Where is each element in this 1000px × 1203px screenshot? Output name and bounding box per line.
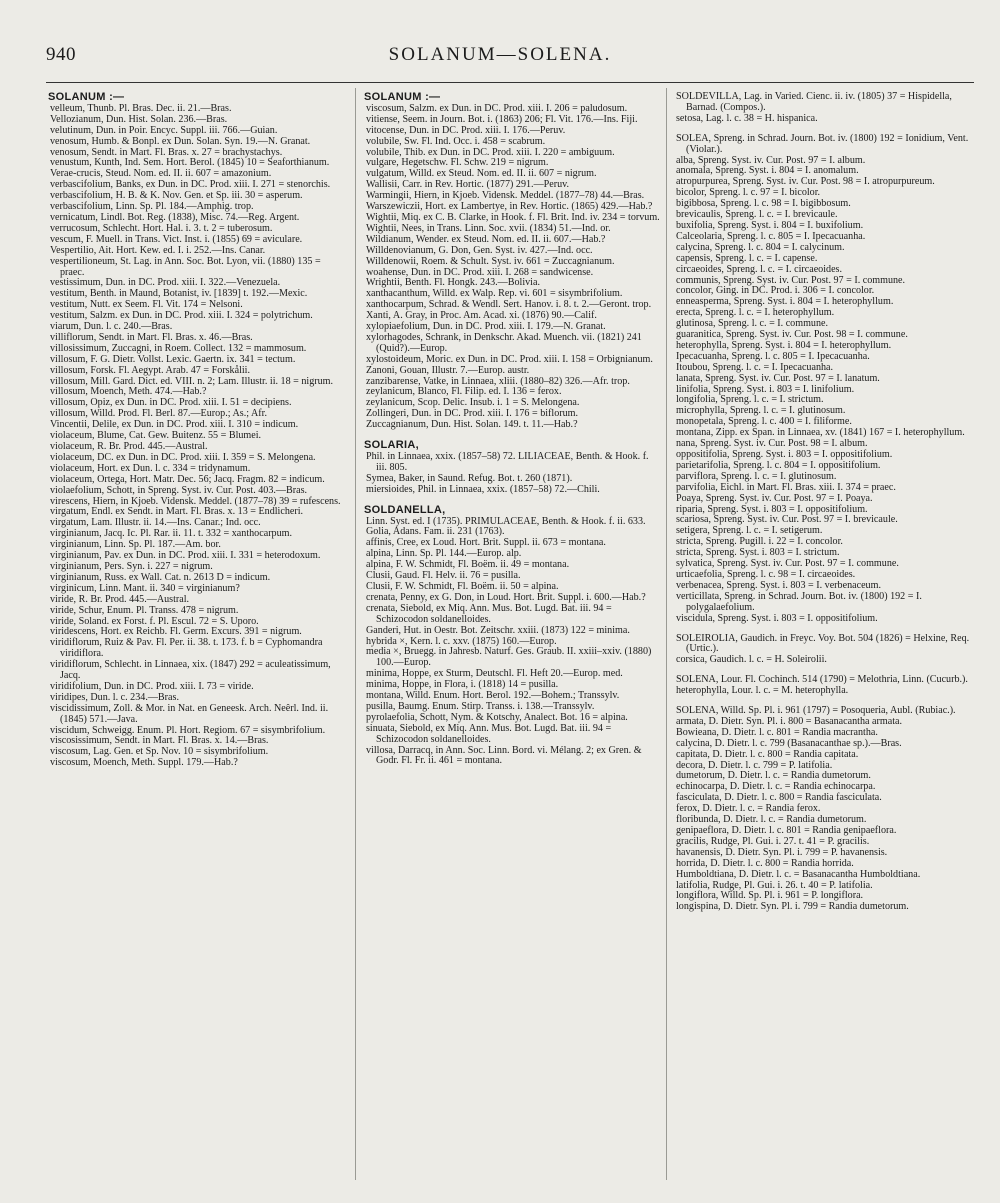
column-middle <box>362 92 660 1180</box>
species-entry: virginicum, Linn. Mant. ii. 340 = virginianum? <box>50 582 240 594</box>
species-entry: Wightii, Nees, in Trans. Linn. Soc. xvii. (1834) 51.—Ind. or. <box>366 222 611 234</box>
synonym-genus-heading: SOLEA, Spreng. in Schrad. Journ. Bot. iv. (1800) 192 = Ionidium, Vent. (Violar.). <box>676 132 969 155</box>
species-entry: violaceum, Blume, Cat. Gew. Buitenz. 55 = Blumei. <box>50 430 262 442</box>
species-entry: velutinum, Dun. in Poir. Encyc. Suppl. iii. 766.—Guian. <box>50 124 278 136</box>
species-entry: Phil. in Linnaea, xxix. (1857–58) 72. LILIACEAE, Benth. & Hook. f. iii. 805. <box>366 451 649 473</box>
species-entry: Willdenowii, Roem. & Schult. Syst. iv. 661 = Zuccagnianum. <box>366 255 615 267</box>
species-entry: ferox, D. Dietr. l. c. = Randia ferox. <box>676 803 821 815</box>
species-entry: longispina, D. Dietr. Syn. Pl. i. 799 = Randia dumetorum. <box>676 901 909 913</box>
column-left <box>46 92 346 1180</box>
species-entry: longiflora, Willd. Sp. Pl. i. 961 = P. longiflora. <box>676 890 864 902</box>
species-entry: nana, Spreng. Syst. iv. Cur. Post. 98 = I. album. <box>676 438 868 450</box>
species-entry: echinocarpa, D. Dietr. l. c. = Randia echinocarpa. <box>676 781 876 793</box>
species-entry: villosum, F. G. Dietr. Vollst. Lexic. Gaertn. ix. 341 = tectum. <box>50 353 296 365</box>
species-entry: latifolia, Rudge, Pl. Gui. i. 26. t. 40 = P. latifolia. <box>676 879 873 891</box>
species-entry: linifolia, Spreng. Syst. i. 803 = I. linifolium. <box>676 383 855 395</box>
species-entry: Linn. Syst. ed. I (1735). PRIMULACEAE, Benth. & Hook. f. ii. 633. <box>366 515 646 527</box>
running-title: SOLANUM—SOLENA. <box>388 44 612 65</box>
genus-name: SOLARIA, <box>364 439 419 452</box>
species-entry: Bowieana, D. Dietr. l. c. 801 = Randia macrantha. <box>676 726 878 738</box>
species-entry: media ×, Bruegg. in Jahresb. Naturf. Ges. Graub. II. xxiii–xxiv. (1880) 100.—Europ. <box>366 646 652 669</box>
species-entry: viarum, Dun. l. c. 240.—Bras. <box>50 321 173 333</box>
species-entry: viridescens, Hort. ex Reichb. Fl. Germ. Excurs. 391 = nigrum. <box>50 626 302 638</box>
species-entry: verbascifolium, H. B. & K. Nov. Gen. et Sp. iii. 30 = asperum. <box>50 190 303 202</box>
species-entry: zeylanicum, Scop. Delic. Insub. i. 1 = S. Melongena. <box>366 397 580 409</box>
species-entry: villosa, Darracq, in Ann. Soc. Linn. Bord. vi. Mélang. 2; ex Gren. & Godr. Fl. Fr. ii. 461 = montana. <box>366 744 642 767</box>
species-entry: minima, Hoppe, in Flora, i. (1818) 14 = pusilla. <box>366 679 559 691</box>
species-entry: miersioides, Phil. in Linnaea, xxix. (1857–58) 72.—Chili. <box>366 483 600 495</box>
genus-section <box>362 505 660 768</box>
synonym-genus-heading: SOLENA, Willd. Sp. Pl. i. 961 (1797) = Posoqueria, Aubl. (Rubiac.). <box>676 705 956 717</box>
genus-section <box>672 706 972 913</box>
species-entry: virginianum, Linn. Sp. Pl. 187.—Am. bor. <box>50 539 221 551</box>
species-entry: Calceolaria, Spreng. l. c. 805 = I. Ipecacuanha. <box>676 230 866 242</box>
species-entry: glutinosa, Spreng. l. c. = I. commune. <box>676 318 829 330</box>
species-entry: pyrolaefolia, Schott, Nym. & Kotschy, Analect. Bot. 16 = alpina. <box>366 711 628 723</box>
species-entry: parietarifolia, Spreng. l. c. 804 = I. oppositifolium. <box>676 459 881 471</box>
species-entry: xylostoideum, Moric. ex Dun. in DC. Prod. xiii. I. 158 = Orbignianum. <box>366 353 653 365</box>
species-entry: bicolor, Spreng. l. c. 97 = I. bicolor. <box>676 187 821 199</box>
species-entry: viride, Soland. ex Forst. f. Pl. Escul. 72 = S. Uporo. <box>50 615 259 627</box>
species-entry: minima, Hoppe, ex Sturm, Deutschl. Fl. Heft 20.—Europ. med. <box>366 668 623 680</box>
species-entry: venosum, Humb. & Bonpl. ex Dun. Solan. Syn. 19.—N. Granat. <box>50 135 311 147</box>
species-entry: Vespertilio, Ait. Hort. Kew. ed. I. i. 252.—Ins. Canar. <box>50 244 266 256</box>
species-entry: viridiflorum, Schlecht. in Linnaea, xix. (1847) 292 = aculeatissimum, Jacq. <box>50 659 331 682</box>
species-entry: Zollingeri, Dun. in DC. Prod. xiii. I. 176 = biflorum. <box>366 408 579 420</box>
species-entry: anomala, Spreng. Syst. i. 804 = I. anomalum. <box>676 165 859 177</box>
species-entry: vestitum, Nutt. ex Seem. Fl. Vit. 174 = Nelsoni. <box>50 299 243 311</box>
species-entry: Clusii, F. W. Schmidt, Fl. Boëm. ii. 50 = alpina. <box>366 580 559 592</box>
species-entry: Vincentii, Delile, ex Dun. in DC. Prod. xiii. I. 310 = indicum. <box>50 419 299 431</box>
species-entry: virescens, Hiern, in Kjoeb. Vidensk. Meddel. (1877–78) 39 = rufescens. <box>50 495 341 507</box>
species-entry: alba, Spreng. Syst. iv. Cur. Post. 97 = I. album. <box>676 154 866 166</box>
species-entry: microphylla, Spreng. l. c. = I. glutinosum. <box>676 405 846 417</box>
synonym-genus-heading: SOLEIROLIA, Gaudich. in Freyc. Voy. Bot. 504 (1826) = Helxine, Req. (Urtic.). <box>676 632 970 655</box>
species-entry: xylorhagodes, Schrank, in Denkschr. Akad. Muench. vii. (1821) 241 (Quid?).—Europ. <box>366 331 642 354</box>
species-entry: Zuccagnianum, Dun. Hist. Solan. 149. t. 11.—Hab.? <box>366 419 578 431</box>
page-header <box>0 0 1000 90</box>
species-entry: communis, Spreng. Syst. iv. Cur. Post. 97 = I. commune. <box>676 274 906 286</box>
species-entry: havanensis, D. Dietr. Syn. Pl. i. 799 = P. havanensis. <box>676 846 888 858</box>
species-entry: vestitum, Benth. in Maund, Botanist, iv. [1839] t. 192.—Mexic. <box>50 288 308 300</box>
species-entry: vitocense, Dun. in DC. Prod. xiii. I. 176.—Peruv. <box>366 124 566 136</box>
species-entry: villosissimum, Zuccagni, in Roem. Collect. 132 = mammosum. <box>50 342 307 354</box>
species-entry: floribunda, D. Dietr. l. c. = Randia dumetorum. <box>676 814 867 826</box>
species-entry: Wallisii, Carr. in Rev. Hortic. (1877) 291.—Peruv. <box>366 179 570 191</box>
species-entry: capitata, D. Dietr. l. c. 800 = Randia capitata. <box>676 748 859 760</box>
species-entry: affinis, Cree, ex Loud. Hort. Brit. Suppl. ii. 673 = montana. <box>366 537 606 549</box>
species-entry: venosum, Sendt. in Mart. Fl. Bras. x. 27 = brachystachys. <box>50 146 283 158</box>
species-entry: setigera, Spreng. l. c. = I. setigerum. <box>676 525 823 537</box>
species-entry: volubile, Thib. ex Dun. in DC. Prod. xiii. I. 220 = ambiguum. <box>366 146 615 158</box>
species-entry: Ipecacuanha, Spreng. l. c. 805 = I. Ipecacuanha. <box>676 350 870 362</box>
species-entry: viride, Schur, Enum. Pl. Transs. 478 = nigrum. <box>50 604 239 616</box>
species-entry: vulgare, Hegetschw. Fl. Schw. 219 = nigrum. <box>366 157 549 169</box>
species-entry: Symea, Baker, in Saund. Refug. Bot. t. 260 (1871). <box>366 472 573 484</box>
species-entry: crenata, Siebold, ex Miq. Ann. Mus. Bot. Lugd. Bat. iii. 94 = Schizocodon soldanelloides. <box>366 602 612 625</box>
species-entry: calycina, Spreng. l. c. 804 = I. calycinum. <box>676 241 845 253</box>
species-entry: xylopiaefolium, Dun. in DC. Prod. xiii. I. 179.—N. Granat. <box>366 321 606 333</box>
genus-section <box>362 92 660 431</box>
species-entry: Golia, Adans. Fam. ii. 231 (1763). <box>366 526 505 538</box>
species-entry: violaefolium, Schott, in Spreng. Syst. iv. Cur. Post. 403.—Bras. <box>50 484 308 496</box>
genus-name: SOLANUM :— <box>364 92 441 103</box>
species-entry: Willdenovianum, G. Don, Gen. Syst. iv. 427.—Ind. occ. <box>366 244 593 256</box>
species-entry: riparia, Spreng. Syst. i. 803 = I. oppositifolium. <box>676 503 868 515</box>
species-entry: viscidum, Schweigg. Enum. Pl. Hort. Regiom. 67 = sisymbrifolium. <box>50 724 326 736</box>
species-entry: viscidula, Spreng. Syst. i. 803 = I. oppositifolium. <box>676 612 878 624</box>
species-entry: virginianum, Jacq. Ic. Pl. Rar. ii. 11. t. 332 = xanthocarpum. <box>50 528 293 540</box>
species-entry: volubile, Sw. Fl. Ind. Occ. i. 458 = scabrum. <box>366 135 546 147</box>
species-entry: scariosa, Spreng. Syst. iv. Cur. Post. 97 = I. brevicaule. <box>676 514 898 526</box>
species-entry: parviflora, Spreng. l. c. = I. glutinosum. <box>676 470 837 482</box>
species-entry: pusilla, Baumg. Enum. Stirp. Transs. i. 138.—Transsylv. <box>366 700 595 712</box>
species-entry: violaceum, Ortega, Hort. Matr. Dec. 56; Jacq. Fragm. 82 = indicum. <box>50 473 325 485</box>
species-entry: verbascifolium, Linn. Sp. Pl. 184.—Amphig. trop. <box>50 201 254 213</box>
species-entry: corsica, Gaudich. l. c. = H. Soleirolii. <box>676 654 827 666</box>
species-entry: hybrida ×, Kern. l. c. xxv. (1875) 160.—Europ. <box>366 635 557 647</box>
species-entry: viscosum, Salzm. ex Dun. in DC. Prod. xiii. I. 206 = paludosum. <box>366 102 628 114</box>
header-rule <box>46 82 974 83</box>
species-entry: xanthocarpum, Schrad. & Wendl. Sert. Hanov. i. 8. t. 2.—Geront. trop. <box>366 299 652 311</box>
genus-name: SOLANUM :— <box>48 92 125 103</box>
species-entry: sylvatica, Spreng. Syst. iv. Cur. Post. 97 = I. commune. <box>676 558 899 570</box>
species-entry: concolor, Ging. in DC. Prod. i. 306 = I. concolor. <box>676 285 875 297</box>
species-entry: vitiense, Seem. in Journ. Bot. i. (1863) 206; Fl. Vit. 176.—Ins. Fiji. <box>366 113 638 125</box>
species-entry: dumetorum, D. Dietr. l. c. = Randia dumetorum. <box>676 770 871 782</box>
species-entry: verbenacea, Spreng. Syst. i. 803 = I. verbenaceum. <box>676 579 881 591</box>
species-entry: calycina, D. Dietr. l. c. 799 (Basanacanthae sp.).—Bras. <box>676 737 902 749</box>
species-entry: virginianum, Pav. ex Dun. in DC. Prod. xiii. I. 331 = heterodoxum. <box>50 550 321 562</box>
species-entry: lanata, Spreng. Syst. iv. Cur. Post. 97 = I. lanatum. <box>676 372 880 384</box>
species-entry: montana, Willd. Enum. Hort. Berol. 192.—Bohem.; Transsylv. <box>366 690 620 702</box>
column-divider <box>666 88 667 1180</box>
species-entry: viscosum, Moench, Meth. Suppl. 179.—Hab.? <box>50 757 238 769</box>
species-entry: villosum, Moench, Meth. 474.—Hab.? <box>50 386 207 398</box>
species-entry: sinuata, Siebold, ex Miq. Ann. Mus. Bot. Lugd. Bat. iii. 94 = Schizocodon soldanelloides. <box>366 722 612 745</box>
genus-section <box>672 675 972 697</box>
species-entry: vespertilioneum, St. Lag. in Ann. Soc. Bot. Lyon, vii. (1880) 135 = praec. <box>50 255 321 278</box>
species-entry: parvifolia, Eichl. in Mart. Fl. Bras. xiii. I. 374 = praec. <box>676 481 896 493</box>
species-entry: viride, R. Br. Prod. 445.—Austral. <box>50 593 190 605</box>
species-entry: heterophylla, Lour. l. c. = M. heterophylla. <box>676 685 849 697</box>
species-entry: villiflorum, Sendt. in Mart. Fl. Bras. x. 46.—Bras. <box>50 331 253 343</box>
species-entry: viscosum, Lag. Gen. et Sp. Nov. 10 = sisymbrifolium. <box>50 746 269 758</box>
species-entry: setosa, Lag. l. c. 38 = H. hispanica. <box>676 112 818 124</box>
species-entry: enneasperma, Spreng. Syst. i. 804 = I. heterophyllum. <box>676 296 894 308</box>
species-entry: Zanoni, Gouan, Illustr. 7.—Europ. austr. <box>366 364 530 376</box>
species-entry: villosum, Willd. Prod. Fl. Berl. 87.—Europ.; As.; Afr. <box>50 408 267 420</box>
column-right <box>672 92 972 1180</box>
species-entry: Wrightii, Benth. Fl. Hongk. 243.—Bolivia. <box>366 277 540 289</box>
species-entry: fasciculata, D. Dietr. l. c. 800 = Randia fasciculata. <box>676 792 882 804</box>
species-entry: urticaefolia, Spreng. l. c. 98 = I. circaeoides. <box>676 568 856 580</box>
species-entry: xanthacanthum, Willd. ex Walp. Rep. vi. 601 = sisymbrifolium. <box>366 288 623 300</box>
column-divider <box>355 88 356 1180</box>
species-entry: Warszewiczii, Hort. ex Lambertye, in Rev. Hortic. (1865) 429.—Hab.? <box>366 201 653 213</box>
species-entry: violaceum, R. Br. Prod. 445.—Austral. <box>50 441 208 452</box>
species-entry: virginianum, Pers. Syn. i. 227 = nigrum. <box>50 560 213 572</box>
species-entry: atropurpurea, Spreng. Syst. iv. Cur. Post. 98 = I. atropurpureum. <box>676 176 935 188</box>
species-entry: buxifolia, Spreng. Syst. i. 804 = I. buxifolium. <box>676 219 864 231</box>
genus-section <box>672 634 972 667</box>
species-entry: vescum, F. Muell. in Trans. Vict. Inst. i. (1855) 69 = aviculare. <box>50 233 303 245</box>
species-entry: Humboldtiana, D. Dietr. l. c. = Basanacantha Humboldtiana. <box>676 868 921 880</box>
species-entry: erecta, Spreng. l. c. = I. heterophyllum. <box>676 307 835 319</box>
species-entry: stricta, Spreng. Syst. i. 803 = I. strictum. <box>676 547 840 559</box>
species-entry: viridifolium, Dun. in DC. Prod. xiii. I. 73 = viride. <box>50 680 254 692</box>
species-entry: velleum, Thunb. Pl. Bras. Dec. ii. 21.—Bras. <box>50 102 232 114</box>
species-entry: viscosissimum, Sendt. in Mart. Fl. Bras. x. 14.—Bras. <box>50 735 269 747</box>
species-entry: bigibbosa, Spreng. l. c. 98 = I. bigibbosum. <box>676 198 851 210</box>
species-entry: virginianum, Russ. ex Wall. Cat. n. 2613 D = indicum. <box>50 571 271 583</box>
species-entry: Itoubou, Spreng. l. c. = I. Ipecacuanha. <box>676 361 834 373</box>
species-entry: verbascifolium, Banks, ex Dun. in DC. Prod. xiii. I. 271 = stenorchis. <box>50 179 331 191</box>
species-entry: vernicatum, Lindl. Bot. Reg. (1838), Misc. 74.—Reg. Argent. <box>50 211 300 223</box>
species-entry: verticillata, Spreng. in Schrad. Journ. Bot. iv. (1800) 192 = I. polygalaefolium. <box>676 590 922 613</box>
species-entry: Warmingii, Hiern, in Kjoeb. Vidensk. Meddel. (1877–78) 44.—Bras. <box>366 190 645 202</box>
genus-section <box>46 92 346 769</box>
genus-section <box>672 92 972 125</box>
species-entry: Poaya, Spreng. Syst. iv. Cur. Post. 97 = I. Poaya. <box>676 492 873 504</box>
species-entry: villosum, Opiz, ex Dun. in DC. Prod. xiii. I. 51 = decipiens. <box>50 397 292 409</box>
species-entry: gracilis, Rudge, Pl. Gui. i. 27. t. 41 = P. gracilis. <box>676 835 870 847</box>
species-entry: crenata, Penny, ex G. Don, in Loud. Hort. Brit. Suppl. i. 600.—Hab.? <box>366 591 646 603</box>
species-entry: montana, Zipp. ex Span. in Linnaea, xv. (1841) 167 = I. heterophyllum. <box>676 427 965 439</box>
species-entry: vestissimum, Dun. in DC. Prod. xiii. I. 322.—Venezuela. <box>50 277 281 289</box>
species-entry: Verae-crucis, Steud. Nom. ed. II. ii. 607 = amazonium. <box>50 168 272 180</box>
species-entry: viridiflorum, Ruiz & Pav. Fl. Per. ii. 38. t. 173. f. b = Cyphomandra viridiflora. <box>50 637 323 660</box>
synonym-genus-heading: SOLENA, Lour. Fl. Cochinch. 514 (1790) = Melothria, Linn. (Cucurb.). <box>676 674 968 686</box>
species-entry: alpina, Linn. Sp. Pl. 144.—Europ. alp. <box>366 548 522 560</box>
species-entry: viridipes, Dun. l. c. 234.—Bras. <box>50 691 179 703</box>
species-entry: violaceum, Hort. ex Dun. l. c. 334 = tridynamum. <box>50 462 251 474</box>
species-entry: longifolia, Spreng. l. c. = I. strictum. <box>676 394 824 406</box>
species-entry: woahense, Dun. in DC. Prod. xiii. I. 268 = sandwicense. <box>366 266 594 278</box>
species-entry: virgatum, Endl. ex Sendt. in Mart. Fl. Bras. x. 13 = Endlicheri. <box>50 506 304 518</box>
species-entry: zanzibarense, Vatke, in Linnaea, xliii. (1880–82) 326.—Afr. trop. <box>366 375 630 387</box>
genus-heading <box>362 505 660 517</box>
species-entry: violaceum, DC. ex Dun. in DC. Prod. xiii. I. 359 = S. Melongena. <box>50 451 316 463</box>
genus-name: SOLDANELLA, <box>364 503 446 516</box>
species-entry: guaranitica, Spreng. Syst. iv. Cur. Post. 98 = I. commune. <box>676 329 908 341</box>
species-entry: genipaeflora, D. Dietr. l. c. 801 = Randia genipaeflora. <box>676 825 897 836</box>
species-entry: verrucosum, Schlecht. Hort. Hal. i. 3. t. 2 = tuberosum. <box>50 222 273 234</box>
species-entry: vulgatum, Willd. ex Steud. Nom. ed. II. ii. 607 = nigrum. <box>366 168 597 180</box>
species-entry: heterophylla, Spreng. Syst. i. 804 = I. heterophyllum. <box>676 339 892 351</box>
species-entry: Vellozianum, Dun. Hist. Solan. 236.—Bras. <box>50 113 228 125</box>
species-entry: horrida, D. Dietr. l. c. 800 = Randia horrida. <box>676 857 854 869</box>
species-entry: Ganderi, Hut. in Oestr. Bot. Zeitschr. xxiii. (1873) 122 = minima. <box>366 624 630 636</box>
genus-section <box>672 134 972 625</box>
species-entry: zeylanicum, Blanco, Fl. Filip. ed. I. 136 = ferox. <box>366 386 562 398</box>
species-entry: Clusii, Gaud. Fl. Helv. ii. 76 = pusilla. <box>366 570 521 582</box>
genus-section <box>362 440 660 496</box>
species-entry: armata, D. Dietr. Syn. Pl. i. 800 = Basanacantha armata. <box>676 715 903 727</box>
species-entry: villosum, Mill. Gard. Dict. ed. VIII. n. 2; Lam. Illustr. ii. 18 = nigrum. <box>50 375 334 387</box>
page-number: 940 <box>46 44 76 65</box>
species-entry: villosum, Forsk. Fl. Aegypt. Arab. 47 = Forskålii. <box>50 364 251 376</box>
species-entry: Xanti, A. Gray, in Proc. Am. Acad. xi. (1876) 90.—Calif. <box>366 310 597 322</box>
species-entry: brevicaulis, Spreng. l. c. = I. brevicaule. <box>676 209 838 221</box>
species-entry: capensis, Spreng. l. c. = I. capense. <box>676 252 818 264</box>
species-entry: alpina, F. W. Schmidt, Fl. Boëm. ii. 49 = montana. <box>366 559 570 571</box>
species-entry: decora, D. Dietr. l. c. 799 = P. latifolia. <box>676 759 833 771</box>
species-entry: vestitum, Salzm. ex Dun. in DC. Prod. xiii. I. 324 = polytrichum. <box>50 310 313 322</box>
species-entry: Wightii, Miq. ex C. B. Clarke, in Hook. f. Fl. Brit. Ind. iv. 234 = torvum. <box>366 211 660 223</box>
species-entry: virgatum, Lam. Illustr. ii. 14.—Ins. Canar.; Ind. occ. <box>50 517 261 529</box>
species-entry: oppositifolia, Spreng. Syst. i. 803 = I. oppositifolium. <box>676 449 893 460</box>
species-entry: Wildianum, Wender. ex Steud. Nom. ed. II. ii. 607.—Hab.? <box>366 233 606 245</box>
species-entry: stricta, Spreng. Pugill. i. 22 = I. concolor. <box>676 536 843 548</box>
synonym-genus-heading: SOLDEVILLA, Lag. in Varied. Cienc. ii. iv. (1805) 37 = Hispidella, Barnad. (Compos.). <box>676 92 952 113</box>
species-entry: circaeoides, Spreng. l. c. = I. circaeoides. <box>676 263 842 275</box>
species-entry: viscidissimum, Zoll. & Mor. in Nat. en Geneesk. Arch. Neêrl. Ind. ii. (1845) 571.—Java. <box>50 702 329 725</box>
species-entry: monopetala, Spreng. l. c. 400 = I. filiforme. <box>676 416 852 428</box>
species-entry: venustum, Kunth, Ind. Sem. Hort. Berol. (1845) 10 = Seaforthianum. <box>50 157 330 169</box>
